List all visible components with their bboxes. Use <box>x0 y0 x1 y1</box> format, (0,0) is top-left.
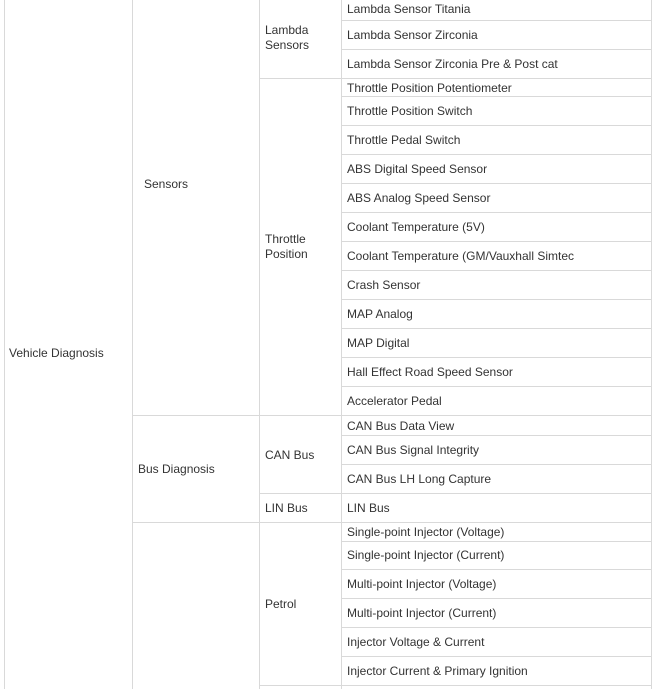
test-item: Injector Voltage & Current <box>347 634 485 649</box>
test-item: CAN Bus LH Long Capture <box>347 471 492 486</box>
grid-line <box>341 49 651 50</box>
test-item: Multi-point Injector (Voltage) <box>347 576 497 591</box>
grid-line <box>341 241 651 242</box>
grid-line <box>341 656 651 657</box>
category-vehicle-diagnosis: Vehicle Diagnosis <box>9 345 104 360</box>
test-item: CAN Bus Signal Integrity <box>347 442 480 457</box>
grid-line <box>341 0 342 689</box>
grid-line <box>341 386 651 387</box>
test-item: Lambda Sensor Zirconia <box>347 27 478 42</box>
test-item: Injector Current & Primary Ignition <box>347 663 528 678</box>
subgroup-can-bus: CAN Bus <box>265 447 315 462</box>
grid-line <box>341 299 651 300</box>
grid-line <box>259 685 651 686</box>
test-item: Throttle Position Switch <box>347 103 473 118</box>
test-item: Single-point Injector (Current) <box>347 547 505 562</box>
grid-line <box>341 20 651 21</box>
grid-line <box>341 357 651 358</box>
test-item: MAP Digital <box>347 335 410 350</box>
subgroup-lin-bus: LIN Bus <box>265 500 308 515</box>
group-sensors: Sensors <box>144 176 189 191</box>
grid-line <box>341 569 651 570</box>
subgroup-petrol: Petrol <box>265 596 297 611</box>
test-item: ABS Digital Speed Sensor <box>347 161 488 176</box>
grid-line <box>341 270 651 271</box>
test-item: Hall Effect Road Speed Sensor <box>347 364 513 379</box>
test-item: LIN Bus <box>347 500 390 515</box>
grid-line <box>4 0 5 689</box>
grid-line <box>341 154 651 155</box>
test-item: Crash Sensor <box>347 277 421 292</box>
test-item: Coolant Temperature (5V) <box>347 219 485 234</box>
test-item: Throttle Pedal Switch <box>347 132 461 147</box>
grid-line <box>341 328 651 329</box>
grid-line <box>341 627 651 628</box>
subgroup-lambda-sensors: Lambda Sensors <box>265 23 310 52</box>
grid-line <box>341 464 651 465</box>
grid-line <box>259 493 651 494</box>
test-item: Accelerator Pedal <box>347 393 442 408</box>
group-bus-diagnosis: Bus Diagnosis <box>138 461 215 476</box>
grid-line <box>341 125 651 126</box>
grid-line <box>341 212 651 213</box>
grid-line <box>341 183 651 184</box>
test-item: MAP Analog <box>347 306 413 321</box>
test-item: Lambda Sensor Titania <box>347 1 471 16</box>
test-item: CAN Bus Data View <box>347 418 455 433</box>
test-item: ABS Analog Speed Sensor <box>347 190 491 205</box>
grid-line <box>341 598 651 599</box>
test-item: Coolant Temperature (GM/Vauxhall Simtec <box>347 248 574 263</box>
grid-line <box>651 0 652 689</box>
test-item: Throttle Position Potentiometer <box>347 80 512 95</box>
test-item: Lambda Sensor Zirconia Pre & Post cat <box>347 56 558 71</box>
test-item: Single-point Injector (Voltage) <box>347 524 505 539</box>
subgroup-throttle-position: Throttle Position <box>265 232 308 261</box>
grid-line <box>259 0 260 689</box>
grid-line <box>132 0 133 689</box>
test-item: Multi-point Injector (Current) <box>347 605 497 620</box>
